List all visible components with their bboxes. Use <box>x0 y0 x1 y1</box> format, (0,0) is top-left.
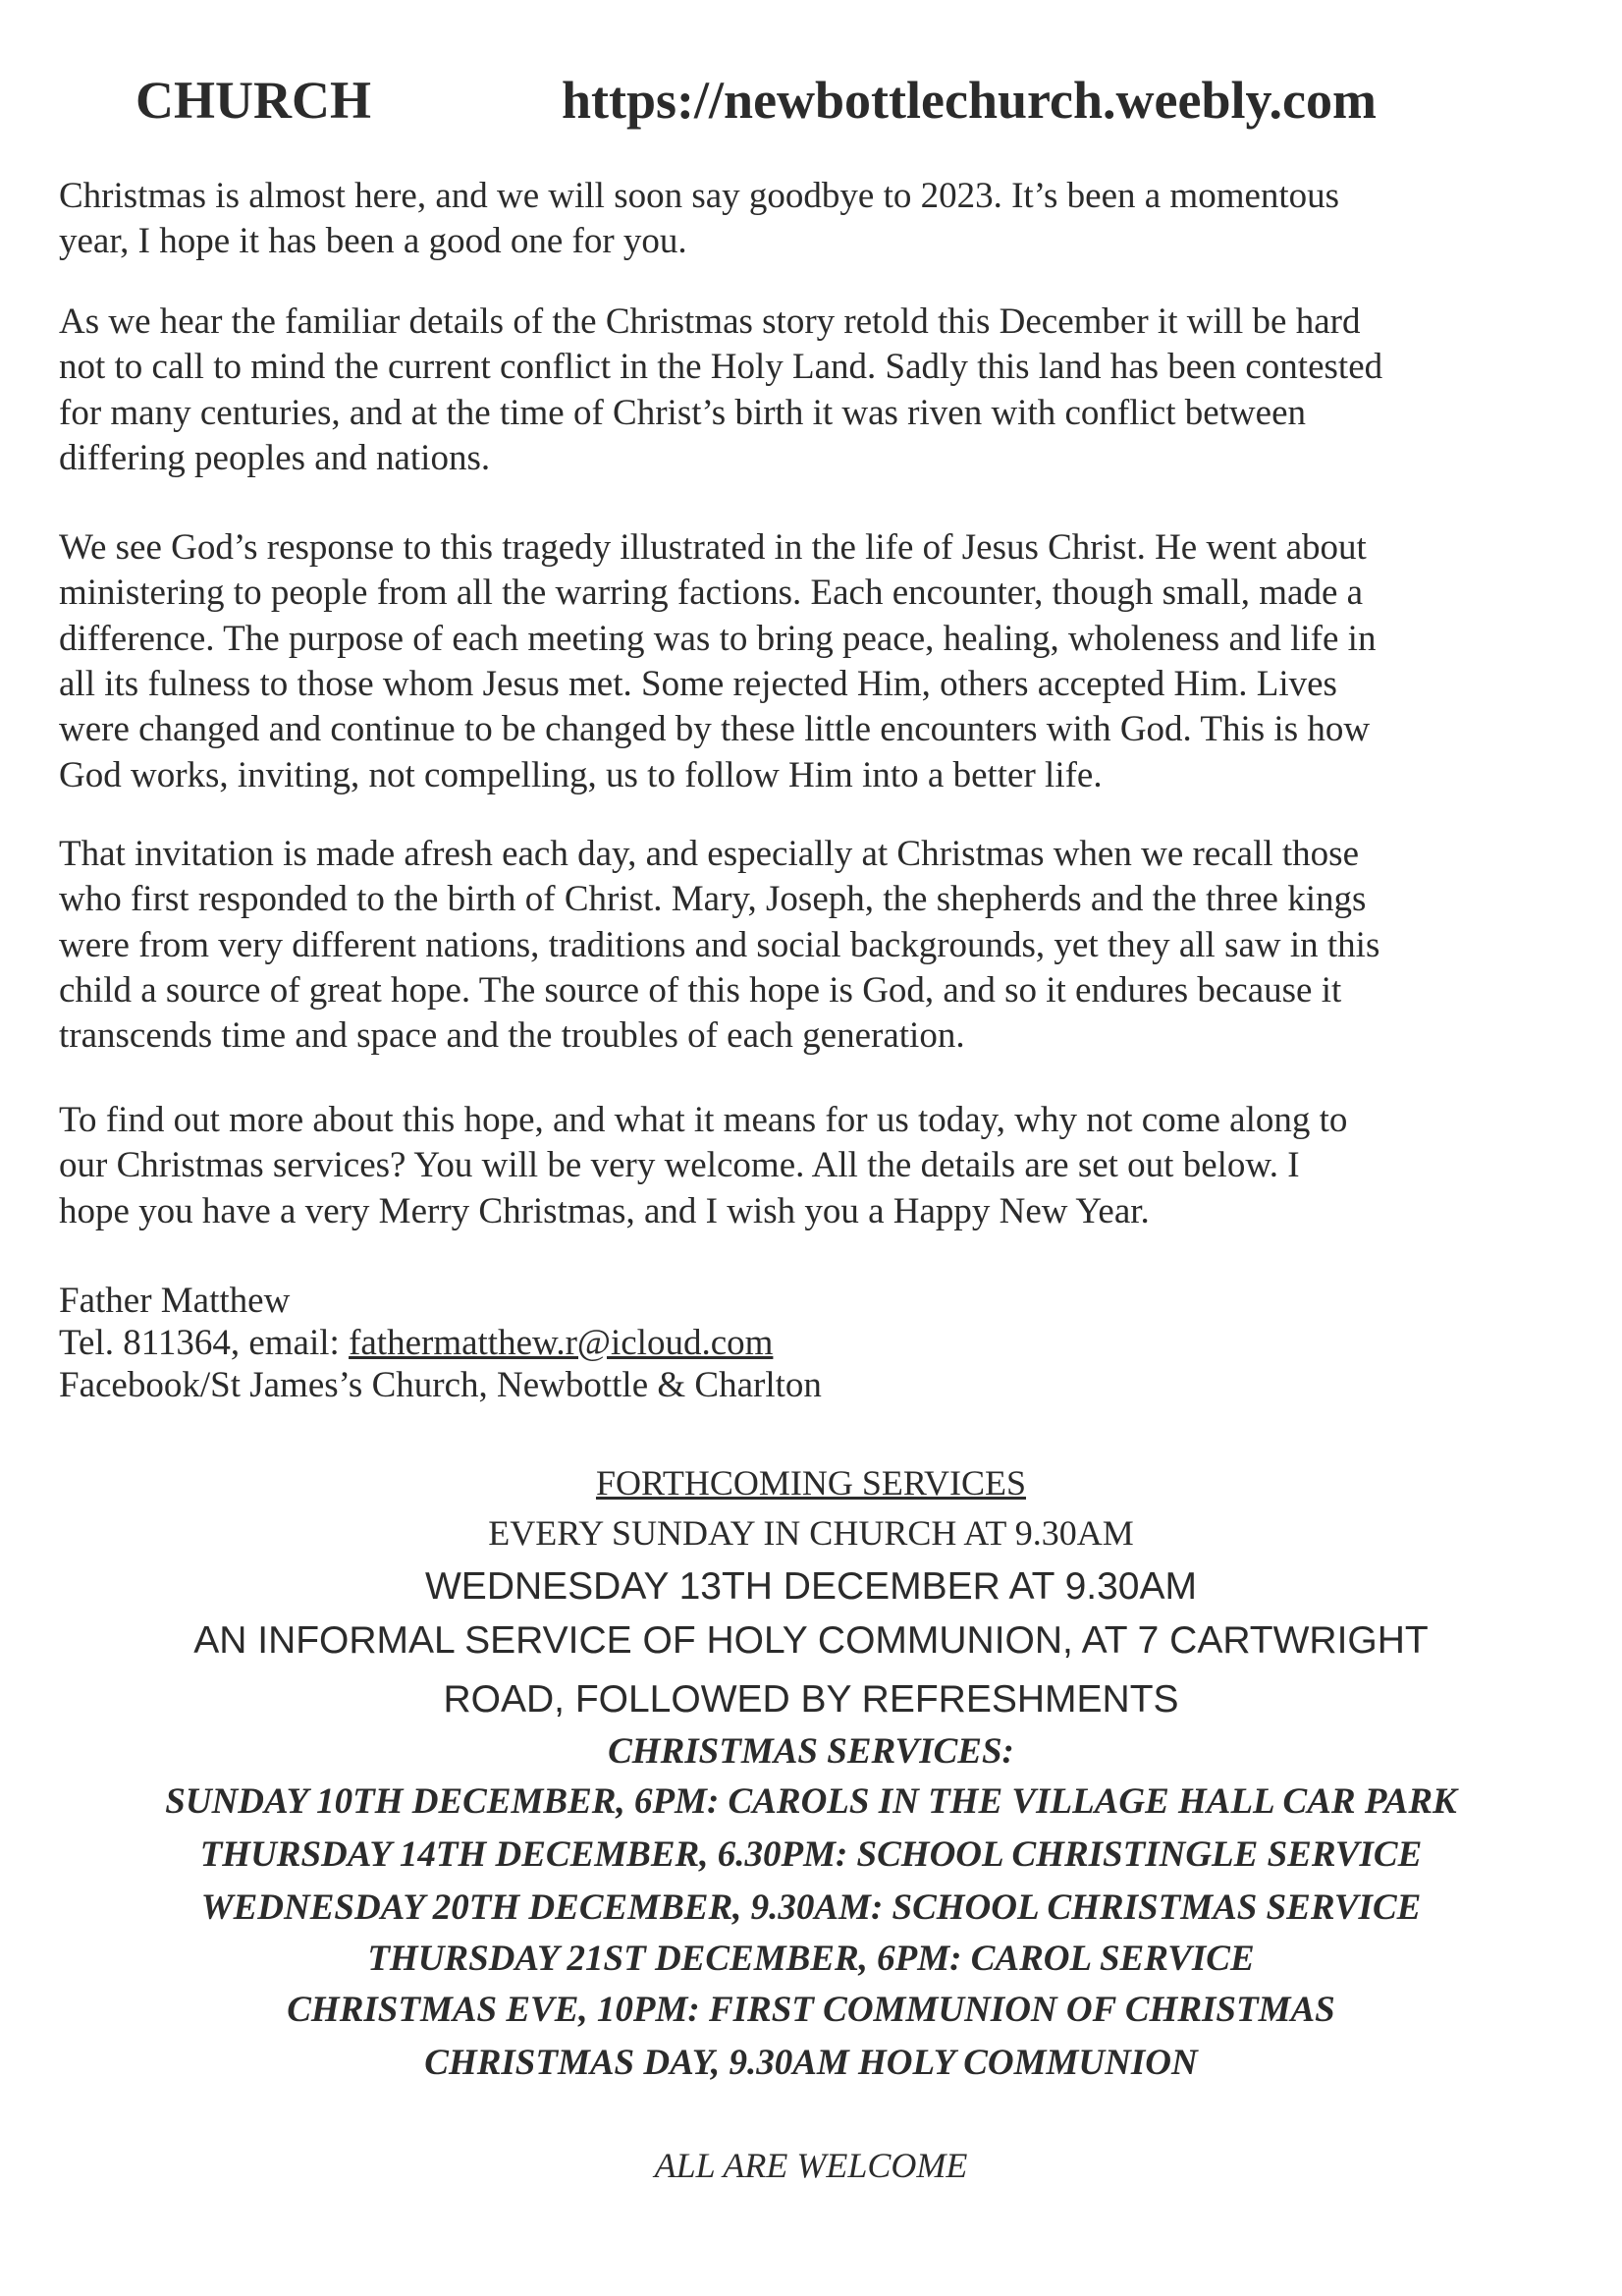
paragraph-2-line: for many centuries, and at the time of Christ’s birth it was riven with conflict between <box>59 392 1306 433</box>
christmas-service-item: THURSDAY 14TH DECEMBER, 6.30PM: SCHOOL CHRISTINGLE SERVICE <box>199 1834 1423 1875</box>
signature-contact <box>59 1321 773 1366</box>
telephone: Tel. 811364, email: <box>59 1323 350 1363</box>
informal-service-line-2: ROAD, FOLLOWED BY REFRESHMENTS <box>443 1678 1179 1721</box>
christmas-service-item: WEDNESDAY 20TH DECEMBER, 9.30AM: SCHOOL CHRISTMAS SERVICE <box>200 1887 1422 1928</box>
christmas-service-item: CHRISTMAS DAY, 9.30AM HOLY COMMUNION <box>424 2043 1198 2083</box>
paragraph-3-line: God works, inviting, not compelling, us to follow Him into a better life. <box>59 754 1103 795</box>
paragraph-4-line: That invitation is made afresh each day, and especially at Christmas when we recall those <box>59 834 1359 874</box>
christmas-service-item: THURSDAY 21ST DECEMBER, 6PM: CAROL SERVICE <box>367 1939 1255 1979</box>
christmas-services-heading: CHRISTMAS SERVICES: <box>608 1731 1014 1772</box>
paragraph-5-line: our Christmas services? You will be very welcome. All the details are set out below. I <box>59 1145 1300 1186</box>
paragraph-4-line: who first responded to the birth of Christ. Mary, Joseph, the shepherds and the three kings <box>59 879 1367 920</box>
signature-name: Father Matthew <box>59 1281 291 1321</box>
paragraph-1-line: Christmas is almost here, and we will soon say goodbye to 2023. It’s been a momentous <box>59 176 1340 216</box>
paragraph-4-line: were from very different nations, traditions and social backgrounds, yet they all saw in this <box>59 924 1380 965</box>
paragraph-5-line: hope you have a very Merry Christmas, and I wish you a Happy New Year. <box>59 1190 1150 1231</box>
signature-facebook: Facebook/St James’s Church, Newbottle & Charlton <box>59 1365 822 1405</box>
paragraph-2-line: differing peoples and nations. <box>59 437 491 478</box>
paragraph-4-line: transcends time and space and the troubles of each generation. <box>59 1015 965 1057</box>
paragraph-3-line: difference. The purpose of each meeting was to bring peace, healing, wholeness and life in <box>59 618 1377 659</box>
christmas-service-item: CHRISTMAS EVE, 10PM: FIRST COMMUNION OF CHRISTMAS <box>287 1990 1335 2030</box>
paragraph-3-line: We see God’s response to this tragedy illustrated in the life of Jesus Christ. He went about <box>59 527 1367 568</box>
paragraph-2-line: not to call to mind the current conflict in the Holy Land. Sadly this land has been contested <box>59 347 1383 388</box>
every-sunday-service: EVERY SUNDAY IN CHURCH AT 9.30AM <box>488 1513 1134 1553</box>
paragraph-3-line: ministering to people from all the warring factions. Each encounter, though small, made a <box>59 573 1364 614</box>
page-title: CHURCH <box>135 71 371 130</box>
email-link[interactable]: fathermatthew.r@icloud.com <box>349 1323 774 1363</box>
paragraph-1-line: year, I hope it has been a good one for you. <box>59 221 687 262</box>
paragraph-3-line: all its fulness to those whom Jesus met. Some rejected Him, others accepted Him. Lives <box>59 663 1337 704</box>
wednesday-service: WEDNESDAY 13TH DECEMBER AT 9.30AM <box>425 1565 1197 1608</box>
informal-service-line-1: AN INFORMAL SERVICE OF HOLY COMMUNION, AT 7 CARTWRIGHT <box>193 1619 1429 1662</box>
christmas-service-item: SUNDAY 10TH DECEMBER, 6PM: CAROLS IN THE VILLAGE HALL CAR PARK <box>165 1781 1457 1822</box>
paragraph-3-line: were changed and continue to be changed by these little encounters with God. This is how <box>59 709 1371 750</box>
paragraph-4-line: child a source of great hope. The source of this hope is God, and so it endures because it <box>59 969 1342 1011</box>
paragraph-2-line: As we hear the familiar details of the Christmas story retold this December it will be hard <box>59 301 1361 342</box>
website-link[interactable]: https://newbottlechurch.weebly.com <box>562 71 1377 130</box>
services-heading: FORTHCOMING SERVICES <box>595 1463 1026 1503</box>
closing-line: ALL ARE WELCOME <box>654 2146 968 2185</box>
paragraph-5-line: To find out more about this hope, and what it means for us today, why not come along to <box>59 1100 1348 1140</box>
